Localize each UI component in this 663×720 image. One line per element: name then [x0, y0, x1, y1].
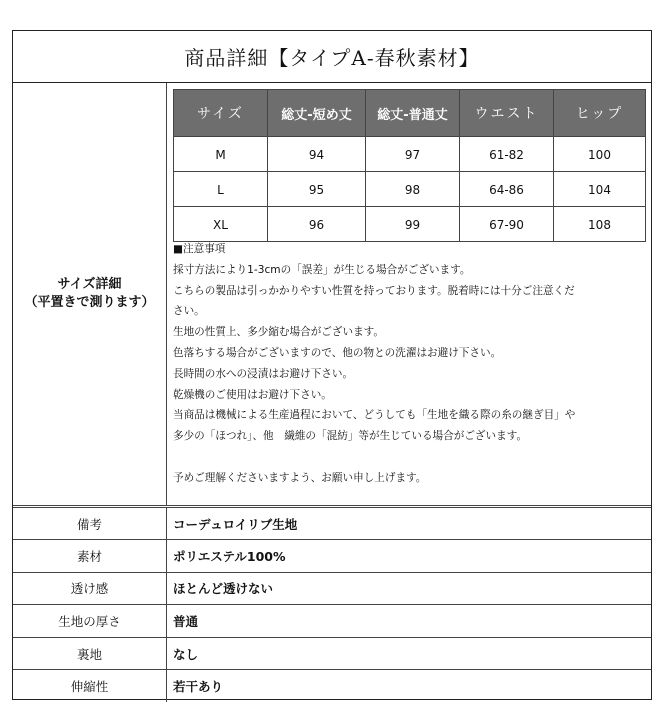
property-row-lining	[13, 637, 651, 670]
cell-hip: 108	[554, 207, 646, 242]
header-hip: ヒップ	[554, 90, 646, 137]
property-value: ポリエステル100%	[173, 548, 286, 564]
notes-line: さい。	[173, 305, 205, 318]
cell-length-short: 96	[268, 207, 366, 242]
size-detail-label	[13, 83, 167, 505]
property-row-material	[13, 539, 651, 572]
notes-heading: ■注意事項	[173, 243, 226, 255]
cell-length-short: 94	[268, 137, 366, 172]
header-length-regular: 総丈-普通丈	[366, 90, 460, 137]
property-row-remarks	[13, 505, 651, 539]
property-label: 素材	[13, 540, 167, 572]
property-value: ほとんど透けない	[173, 581, 274, 597]
cell-length-regular: 98	[366, 172, 460, 207]
notes-line: 乾燥機のご使用はお避け下さい。	[173, 388, 332, 401]
notes-line: 長時間の水への浸漬はお避け下さい。	[173, 367, 354, 380]
cell-waist: 64-86	[460, 172, 554, 207]
notes-closing: 予めご理解くださいますよう、お願い申し上げます。	[173, 471, 427, 484]
care-notes	[173, 239, 643, 489]
property-value: コーデュロイリブ生地	[173, 516, 298, 532]
cell-hip: 100	[554, 137, 646, 172]
header-waist: ウエスト	[460, 90, 554, 137]
notes-line: こちらの製品は引っかかりやすい性質を持っております。脱着時には十分ご注意くだ	[173, 284, 575, 297]
property-label: 生地の厚さ	[13, 605, 167, 637]
notes-line: 採寸方法により1-3cmの「誤差」が生じる場合がございます。	[173, 263, 471, 276]
property-row-sheerness	[13, 572, 651, 605]
property-row-stretch	[13, 669, 651, 702]
header-size: サイズ	[174, 90, 268, 137]
cell-size: M	[174, 137, 268, 172]
cell-size: XL	[174, 207, 268, 242]
notes-line: 生地の性質上、多少縮む場合がございます。	[173, 326, 385, 339]
cell-length-regular: 97	[366, 137, 460, 172]
table-row	[174, 172, 646, 207]
property-value: なし	[173, 646, 199, 662]
notes-spacer	[173, 447, 643, 468]
cell-waist: 61-82	[460, 137, 554, 172]
product-detail-sheet	[12, 30, 652, 700]
size-table-header-row	[174, 90, 646, 137]
property-label: 裏地	[13, 638, 167, 670]
property-value: 普通	[173, 613, 199, 629]
page-title: 商品詳細【タイプA-春秋素材】	[13, 31, 651, 83]
property-table	[13, 505, 651, 702]
property-label: 備考	[13, 508, 167, 539]
cell-length-regular: 99	[366, 207, 460, 242]
cell-hip: 104	[554, 172, 646, 207]
property-label: 伸縮性	[13, 670, 167, 702]
header-length-short: 総丈-短め丈	[268, 90, 366, 137]
property-value: 若干あり	[173, 679, 224, 695]
size-detail-label-line1: サイズ詳細	[57, 277, 122, 292]
cell-size: L	[174, 172, 268, 207]
cell-waist: 67-90	[460, 207, 554, 242]
table-row	[174, 207, 646, 242]
property-row-thickness	[13, 604, 651, 637]
notes-line: 多少の「ほつれ」、他 繊維の「混紡」等が生じている場合がございます。	[173, 430, 528, 443]
size-table	[173, 89, 646, 242]
cell-length-short: 95	[268, 172, 366, 207]
notes-line: 当商品は機械による生産過程において、どうしても「生地を織る際の糸の継ぎ目」や	[173, 409, 576, 422]
property-label: 透け感	[13, 573, 167, 605]
notes-line: 色落ちする場合がございますので、他の物との洗濯はお避け下さい。	[173, 346, 502, 359]
table-row	[174, 137, 646, 172]
size-detail-label-line2: （平置きで測ります）	[24, 295, 155, 310]
